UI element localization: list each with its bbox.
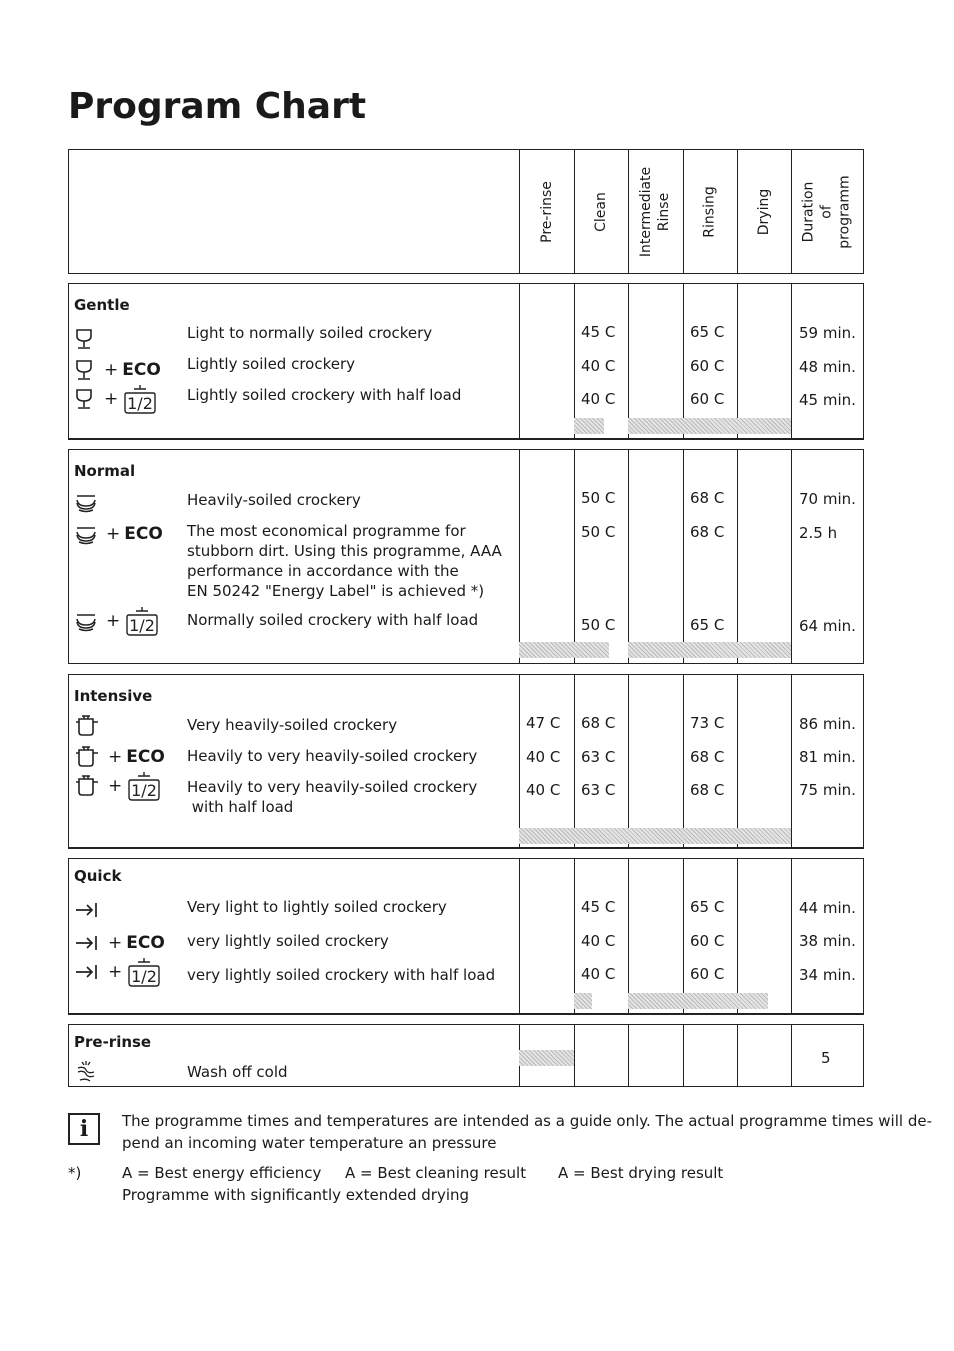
prerinse-temp: 40 C: [526, 748, 561, 766]
section-gentle: [68, 283, 864, 440]
program-description: Light to normally soiled crockery: [187, 324, 433, 342]
rinsing-temp: 65 C: [690, 616, 725, 634]
duration: 75 min.: [799, 781, 856, 799]
program-description: The most economical programme for stubborn dirt. Using this programme, AAA performance in accordance with the EN 50242 "Energy Label" is achieved *): [187, 522, 502, 600]
footnote-a3: A = Best drying result: [558, 1164, 724, 1182]
program-description: Heavily-soiled crockery: [187, 491, 361, 509]
arrow-to-bar-icon: [74, 897, 100, 923]
svg-text:1/2: 1/2: [131, 967, 158, 986]
arrow-to-bar-half-load-icon: + 1/2: [74, 959, 162, 985]
phase-bar: [519, 1050, 574, 1066]
clean-temp: 50 C: [581, 616, 616, 634]
clean-temp: 40 C: [581, 932, 616, 950]
program-description: very lightly soiled crockery with half load: [187, 966, 496, 984]
rinsing-temp: 60 C: [690, 357, 725, 375]
clean-temp: 40 C: [581, 357, 616, 375]
table-header: [68, 149, 864, 274]
phase-bar: [628, 993, 768, 1009]
page-title: Program Chart: [68, 86, 367, 127]
rinsing-temp: 68 C: [690, 748, 725, 766]
glass-half-load-icon: + 1/2: [74, 386, 158, 412]
section-title: Gentle: [74, 296, 130, 314]
phase-bar: [628, 642, 791, 658]
duration: 64 min.: [799, 617, 856, 635]
column-header-rinsing: Rinsing: [702, 185, 718, 238]
duration: 70 min.: [799, 490, 856, 508]
rinsing-temp: 68 C: [690, 781, 725, 799]
section-title: Normal: [74, 462, 136, 480]
column-header-duration: Duration of programm: [801, 174, 853, 249]
dishes-eco-icon: + ECO: [74, 521, 163, 547]
section-normal: [68, 449, 864, 664]
clean-temp: 50 C: [581, 489, 616, 507]
rinsing-temp: 73 C: [690, 714, 725, 732]
clean-temp: 40 C: [581, 390, 616, 408]
eco-label: ECO: [126, 747, 165, 767]
eco-label: ECO: [126, 933, 165, 953]
duration: 44 min.: [799, 899, 856, 917]
prerinse-temp: 40 C: [526, 781, 561, 799]
duration: 81 min.: [799, 748, 856, 766]
rinsing-temp: 60 C: [690, 390, 725, 408]
phase-bar: [519, 642, 609, 658]
duration: 59 min.: [799, 324, 856, 342]
clean-temp: 63 C: [581, 781, 616, 799]
rinsing-temp: 60 C: [690, 932, 725, 950]
duration: 34 min.: [799, 966, 856, 984]
footnote-a1: A = Best energy efficiency: [122, 1164, 322, 1182]
program-description: Lightly soiled crockery: [187, 355, 356, 373]
duration: 45 min.: [799, 391, 856, 409]
pot-icon: [74, 713, 100, 739]
phase-bar: [628, 418, 791, 434]
pot-half-load-icon: + 1/2: [74, 773, 162, 799]
duration: 38 min.: [799, 932, 856, 950]
prerinse-temp: 47 C: [526, 714, 561, 732]
info-note: The programme times and temperatures are intended as a guide only. The actual programme times will de- pend an incoming water temperature an pressure: [122, 1112, 932, 1152]
section-title: Quick: [74, 867, 122, 885]
half-load-icon: [126, 956, 162, 988]
section-prerinse: [68, 1024, 864, 1087]
svg-text:1/2: 1/2: [127, 394, 154, 413]
section-intensive: [68, 674, 864, 849]
clean-temp: 40 C: [581, 965, 616, 983]
svg-text:1/2: 1/2: [131, 781, 158, 800]
spray-icon: [74, 1059, 98, 1085]
program-description: Very light to lightly soiled crockery: [187, 898, 447, 916]
section-title: Pre-rinse: [74, 1033, 152, 1051]
column-header-intermediate-rinse: Intermediate Rinse: [638, 166, 673, 257]
info-icon: i: [68, 1113, 100, 1145]
phase-bar: [574, 993, 592, 1009]
phase-bar: [519, 828, 791, 844]
section-quick: [68, 858, 864, 1015]
arrow-to-bar-eco-icon: + ECO: [74, 930, 165, 956]
program-description: very lightly soiled crockery: [187, 932, 389, 950]
duration: 86 min.: [799, 715, 856, 733]
rinsing-temp: 60 C: [690, 965, 725, 983]
half-load-icon: [124, 605, 160, 637]
clean-temp: 50 C: [581, 523, 616, 541]
column-header-drying: Drying: [755, 188, 772, 235]
duration: 2.5 h: [799, 524, 838, 542]
phase-bar: [574, 418, 604, 434]
svg-text:1/2: 1/2: [129, 616, 156, 635]
footnote-marker: *): [68, 1164, 82, 1182]
dishes-icon: [74, 489, 98, 515]
section-title: Intensive: [74, 687, 153, 705]
clean-temp: 63 C: [581, 748, 616, 766]
dishes-half-load-icon: + 1/2: [74, 608, 160, 634]
column-header-clean: Clean: [592, 191, 609, 232]
clean-temp: 45 C: [581, 898, 616, 916]
program-description: Wash off cold: [187, 1063, 288, 1081]
half-load-icon: [126, 770, 162, 802]
pot-eco-icon: + ECO: [74, 744, 165, 770]
glass-icon: [74, 326, 96, 352]
program-description: Lightly soiled crockery with half load: [187, 386, 462, 404]
clean-temp: 45 C: [581, 323, 616, 341]
program-description: Heavily to very heavily-soiled crockery: [187, 747, 478, 765]
duration: 48 min.: [799, 358, 856, 376]
rinsing-temp: 65 C: [690, 323, 725, 341]
duration: 5: [821, 1049, 831, 1067]
rinsing-temp: 65 C: [690, 898, 725, 916]
rinsing-temp: 68 C: [690, 489, 725, 507]
column-header-prerinse: Pre-rinse: [538, 180, 555, 243]
footnote-a2: A = Best cleaning result: [345, 1164, 527, 1182]
half-load-icon: [122, 383, 158, 415]
glass-eco-icon: + ECO: [74, 357, 161, 383]
program-description: Normally soiled crockery with half load: [187, 611, 479, 629]
footnote-line2: Programme with significantly extended drying: [122, 1186, 470, 1204]
program-description: Heavily to very heavily-soiled crockery with half load: [187, 778, 478, 816]
eco-label: ECO: [124, 524, 163, 544]
clean-temp: 68 C: [581, 714, 616, 732]
eco-label: ECO: [122, 360, 161, 380]
program-description: Very heavily-soiled crockery: [187, 716, 398, 734]
rinsing-temp: 68 C: [690, 523, 725, 541]
